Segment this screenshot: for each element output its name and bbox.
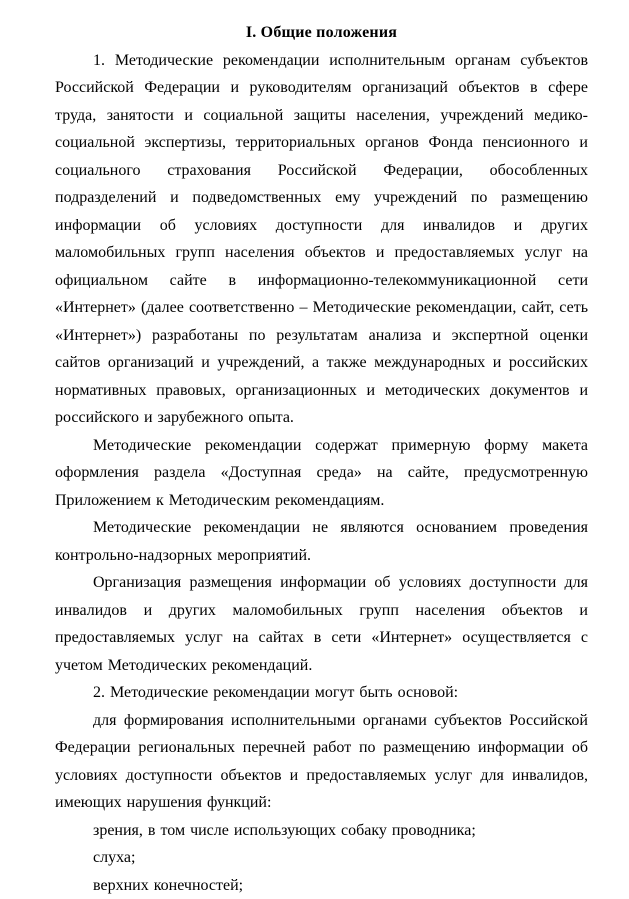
paragraph: Организация размещения информации об условиях доступности для инвалидов и других маломобильных групп населения объектов и предоставляемых услуг на сайтах в сети «Интернет» осуществляется с учетом Методических рекомендаций. bbox=[55, 569, 588, 679]
paragraph: верхних конечностей; bbox=[55, 872, 588, 899]
section-title: I. Общие положения bbox=[55, 19, 588, 47]
paragraph: Методические рекомендации содержат примерную форму макета оформления раздела «Доступная среда» на сайте, предусмотренную Приложением к Методическим рекомендациям. bbox=[55, 432, 588, 515]
paragraph: для формирования исполнительными органами субъектов Российской Федерации региональных перечней работ по размещению информации об условиях доступности объектов и предоставляемых услуг для инвалидов, имеющих нарушения функций: bbox=[55, 707, 588, 817]
paragraph: слуха; bbox=[55, 844, 588, 872]
document-body bbox=[55, 47, 588, 899]
paragraph: 2. Методические рекомендации могут быть основой: bbox=[55, 679, 588, 707]
paragraph: Методические рекомендации не являются основанием проведения контрольно-надзорных мероприятий. bbox=[55, 514, 588, 569]
paragraph: зрения, в том числе использующих собаку проводника; bbox=[55, 817, 588, 845]
paragraph: 1. Методические рекомендации исполнительным органам субъектов Российской Федерации и руководителям организаций объектов в сфере труда, занятости и социальной защиты населения, учреждений медико-социальной экспертизы, территориальных органов Фонда пенсионного и социального страхования Российской Федерации, обособленных подразделений и подведомственных ему учреждений по размещению информации об условиях доступности для инвалидов и других маломобильных групп населения объектов и предоставляемых услуг на официальном сайте в информационно-телекоммуникационной сети «Интернет» (далее соответственно – Методические рекомендации, сайт, сеть «Интернет») разработаны по результатам анализа и экспертной оценки сайтов организаций и учреждений, а также международных и российских нормативных правовых, организационных и методических документов и российского и зарубежного опыта. bbox=[55, 47, 588, 432]
